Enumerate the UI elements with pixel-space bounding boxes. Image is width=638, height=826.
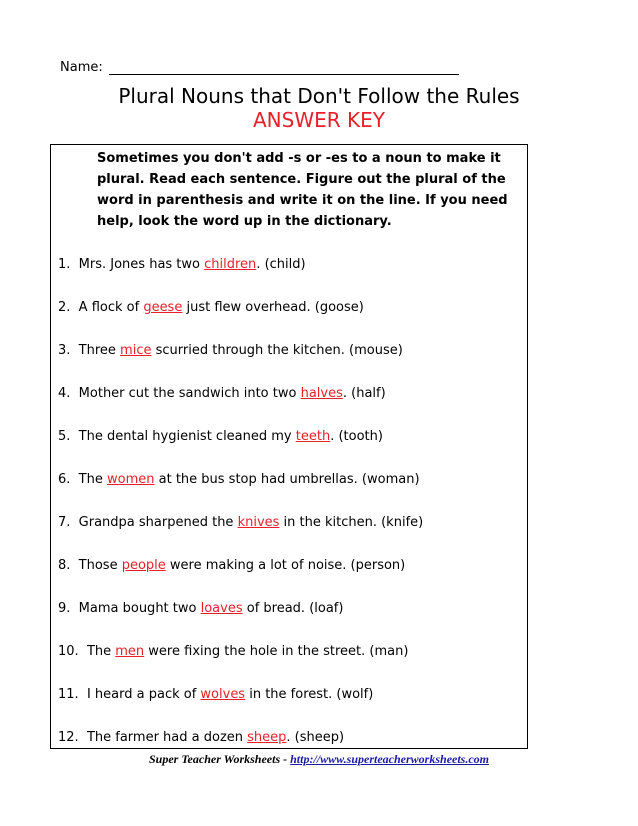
question-text-before: The dental hygienist cleaned my: [78, 429, 296, 444]
question-item: [58, 687, 373, 703]
question-number: 3.: [58, 343, 71, 358]
question-number: 5.: [58, 429, 71, 444]
question-text-after: . (half): [342, 386, 386, 401]
question-text-before: The: [78, 472, 107, 487]
question-text-after: scurried through the kitchen. (mouse): [151, 343, 403, 358]
question-text-after: just flew overhead. (goose): [182, 300, 364, 315]
question-number: 9.: [58, 601, 71, 616]
worksheet-box: [50, 144, 528, 749]
question-number: 10.: [58, 644, 79, 659]
question-text-after: at the bus stop had umbrellas. (woman): [154, 472, 420, 487]
question-item: [58, 386, 386, 402]
question-text-before: The: [86, 644, 116, 659]
question-text-after: . (tooth): [330, 429, 383, 444]
question-text-before: Those: [78, 558, 122, 573]
answer-word: sheep: [247, 730, 287, 745]
name-line[interactable]: [109, 60, 459, 75]
question-number: 4.: [58, 386, 71, 401]
question-number: 11.: [58, 687, 79, 702]
question-text-after: . (child): [256, 257, 306, 272]
answer-word: wolves: [200, 687, 246, 702]
question-text-after: were making a lot of noise. (person): [165, 558, 406, 573]
question-text-before: Mother cut the sandwich into two: [78, 386, 301, 401]
question-number: 8.: [58, 558, 71, 573]
question-item: [58, 730, 344, 746]
instructions: Sometimes you don't add -s or -es to a noun to make it plural. Read each sentence. Figure out the plural of the word in parenthesis and write it on the line. If you need help, look the word up in the dictionary.: [97, 151, 508, 229]
question-text-after: were fixing the hole in the street. (man): [144, 644, 409, 659]
answer-key-heading: ANSWER KEY: [253, 108, 385, 132]
answer-word: geese: [143, 300, 183, 315]
answer-word: women: [106, 472, 155, 487]
footer-brand: Super Teacher Worksheets -: [148, 752, 288, 766]
question-text-before: The farmer had a dozen: [86, 730, 248, 745]
question-number: 7.: [58, 515, 71, 530]
question-number: 6.: [58, 472, 71, 487]
question-text-before: Mrs. Jones has two: [78, 257, 205, 272]
footer-link[interactable]: http://www.superteacherworksheets.com: [290, 752, 490, 766]
question-text-before: A flock of: [78, 300, 144, 315]
question-text-after: . (sheep): [286, 730, 345, 745]
question-text-before: Three: [78, 343, 121, 358]
question-item: [58, 472, 420, 488]
name-row: [60, 60, 459, 75]
question-item: [58, 300, 364, 316]
question-text-before: Grandpa sharpened the: [78, 515, 238, 530]
question-number: 2.: [58, 300, 71, 315]
question-number: 12.: [58, 730, 79, 745]
question-number: 1.: [58, 257, 71, 272]
answer-word: children: [204, 257, 257, 272]
answer-word: teeth: [295, 429, 331, 444]
question-text-after: in the forest. (wolf): [245, 687, 374, 702]
question-item: [58, 601, 343, 617]
answer-word: knives: [237, 515, 280, 530]
name-label: Name:: [60, 60, 103, 75]
question-text-after: in the kitchen. (knife): [279, 515, 424, 530]
answer-word: loaves: [200, 601, 243, 616]
question-item: [58, 429, 383, 445]
question-text-before: I heard a pack of: [86, 687, 201, 702]
question-item: [58, 558, 405, 574]
question-text-after: of bread. (loaf): [242, 601, 344, 616]
answer-word: mice: [120, 343, 152, 358]
question-text-before: Mama bought two: [78, 601, 201, 616]
question-item: [58, 515, 423, 531]
worksheet-title: Plural Nouns that Don't Follow the Rules: [118, 84, 520, 108]
question-item: [58, 644, 408, 660]
question-item: [58, 257, 306, 273]
answer-word: halves: [300, 386, 343, 401]
answer-word: people: [121, 558, 166, 573]
answer-word: men: [115, 644, 145, 659]
footer: [0, 752, 638, 767]
question-item: [58, 343, 403, 359]
